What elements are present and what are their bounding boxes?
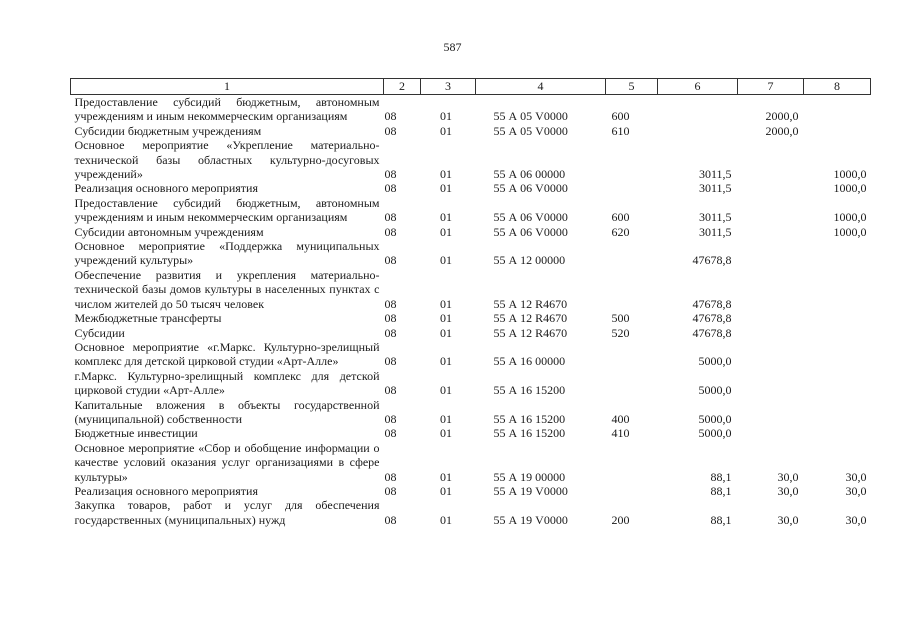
expense-type-cell: 600 bbox=[611, 109, 630, 124]
row-name-cell: Межбюджетные трансферты bbox=[74, 311, 222, 326]
expense-type-cell: 620 bbox=[611, 224, 630, 239]
expense-type-cell bbox=[606, 369, 658, 398]
section-code-cell: 08 bbox=[384, 296, 397, 311]
table-row bbox=[71, 369, 871, 398]
section-code-cell: 08 bbox=[384, 325, 397, 340]
table-row bbox=[71, 326, 871, 340]
amount-col7-cell bbox=[738, 196, 804, 225]
amount-col6-cell: 3011,5 bbox=[698, 181, 732, 196]
expense-type-cell: 200 bbox=[611, 512, 630, 527]
subsection-code-cell: 01 bbox=[440, 411, 452, 426]
section-code-cell: 08 bbox=[384, 426, 397, 441]
section-code-cell: 08 bbox=[384, 354, 397, 369]
section-code-cell: 08 bbox=[384, 210, 397, 225]
subsection-code-cell: 01 bbox=[440, 311, 452, 326]
amount-col7-cell bbox=[738, 268, 804, 311]
target-article-cell: 55 А 12 R4670 bbox=[493, 325, 568, 340]
amount-col6-cell: 88,1 bbox=[710, 483, 732, 498]
expense-type-cell: 520 bbox=[611, 325, 630, 340]
subsection-code-cell: 01 bbox=[440, 181, 452, 196]
row-name-cell: г.Маркс. Культурно-зрелищный комплекс для детской цирковой студии «Арт-Алле» bbox=[74, 368, 380, 398]
subsection-code-cell: 01 bbox=[440, 426, 452, 441]
column-header: 1 bbox=[71, 79, 384, 95]
section-code-cell: 08 bbox=[384, 469, 397, 484]
amount-col6-cell: 5000,0 bbox=[698, 411, 732, 426]
row-name-cell: Предоставление субсидий бюджетным, автономным учреждениям и иным некоммерческим организациям bbox=[74, 195, 380, 225]
section-code-cell: 08 bbox=[384, 109, 397, 124]
expense-type-cell: 610 bbox=[611, 123, 630, 138]
row-name-cell: Капитальные вложения в объекты государственной (муниципальной) собственности bbox=[74, 397, 380, 426]
expense-type-cell bbox=[606, 239, 658, 268]
subsection-code-cell: 01 bbox=[440, 253, 452, 268]
section-code-cell: 08 bbox=[384, 253, 397, 268]
expense-type-cell bbox=[606, 484, 658, 498]
subsection-code-cell: 01 bbox=[440, 383, 452, 398]
amount-col8-cell: 1000,0 bbox=[833, 224, 867, 239]
table-row bbox=[71, 138, 871, 181]
amount-col6-cell: 3011,5 bbox=[698, 224, 732, 239]
page-number: 587 bbox=[443, 40, 462, 54]
target-article-cell: 55 А 19 V0000 bbox=[493, 512, 568, 527]
table-row bbox=[71, 340, 871, 369]
amount-col8-cell bbox=[804, 369, 871, 398]
amount-col8-cell bbox=[804, 268, 871, 311]
amount-col8-cell bbox=[804, 340, 871, 369]
target-article-cell: 55 А 06 00000 bbox=[493, 167, 566, 182]
row-name-cell: Субсидии автономным учреждениям bbox=[74, 224, 264, 239]
amount-col6-cell: 47678,8 bbox=[692, 253, 732, 268]
header-row bbox=[71, 79, 871, 95]
target-article-cell: 55 А 16 15200 bbox=[493, 383, 566, 398]
amount-col8-cell: 1000,0 bbox=[833, 167, 867, 182]
amount-col8-cell: 30,0 bbox=[845, 483, 867, 498]
table-row bbox=[71, 268, 871, 311]
amount-col6-cell: 5000,0 bbox=[698, 383, 732, 398]
table-row bbox=[71, 225, 871, 239]
column-header: 4 bbox=[476, 79, 606, 95]
section-code-cell: 08 bbox=[384, 181, 397, 196]
amount-col6-cell: 47678,8 bbox=[692, 311, 732, 326]
target-article-cell: 55 А 05 V0000 bbox=[493, 123, 568, 138]
expense-type-cell: 410 bbox=[611, 426, 630, 441]
amount-col8-cell bbox=[804, 326, 871, 340]
expense-type-cell bbox=[606, 181, 658, 195]
amount-col7-cell bbox=[738, 225, 804, 239]
amount-col7-cell bbox=[738, 340, 804, 369]
amount-col8-cell: 1000,0 bbox=[833, 181, 867, 196]
row-name-cell: Реализация основного мероприятия bbox=[74, 181, 258, 196]
amount-col8-cell bbox=[804, 426, 871, 440]
subsection-code-cell: 01 bbox=[440, 167, 452, 182]
expense-type-cell: 500 bbox=[611, 311, 630, 326]
section-code-cell: 08 bbox=[384, 167, 397, 182]
row-name-cell: Основное мероприятие «г.Маркс. Культурно-зрелищный комплекс для детской цирковой студии «Арт-Алле» bbox=[74, 339, 380, 369]
amount-col7-cell: 2000,0 bbox=[765, 109, 799, 124]
table-row bbox=[71, 95, 871, 124]
table-row bbox=[71, 498, 871, 527]
amount-col6-cell: 3011,5 bbox=[698, 210, 732, 225]
expense-type-cell bbox=[606, 340, 658, 369]
amount-col7-cell: 30,0 bbox=[777, 512, 799, 527]
row-name-cell: Закупка товаров, работ и услуг для обеспечения государственных (муниципальных) нужд bbox=[74, 498, 380, 527]
row-name-cell: Основное мероприятие «Сбор и обобщение информации о качестве условий оказания услуг организациями в сфере культуры» bbox=[74, 440, 380, 484]
column-header: 8 bbox=[804, 79, 871, 95]
amount-col7-cell bbox=[738, 311, 804, 325]
amount-col7-cell bbox=[738, 239, 804, 268]
table-row bbox=[71, 398, 871, 427]
section-code-cell: 08 bbox=[384, 123, 397, 138]
column-header: 6 bbox=[658, 79, 738, 95]
amount-col7-cell bbox=[738, 326, 804, 340]
row-name-cell: Бюджетные инвестиции bbox=[74, 426, 198, 441]
target-article-cell: 55 А 06 V0000 bbox=[493, 210, 568, 225]
subsection-code-cell: 01 bbox=[440, 512, 452, 527]
amount-col7-cell: 30,0 bbox=[777, 483, 799, 498]
row-name-cell: Обеспечение развития и укрепления материально-технической базы домов культуры в населенных пунктах с числом жителей до 50 тысяч человек bbox=[74, 267, 380, 311]
expense-type-cell: 600 bbox=[611, 210, 630, 225]
table-row bbox=[71, 196, 871, 225]
subsection-code-cell: 01 bbox=[440, 354, 452, 369]
amount-col6-cell: 3011,5 bbox=[698, 167, 732, 182]
amount-col6-cell: 88,1 bbox=[710, 469, 732, 484]
row-name-cell: Основное мероприятие «Укрепление материально-технической базы областных культурно-досуговых учреждений» bbox=[74, 138, 380, 182]
amount-col7-cell: 2000,0 bbox=[765, 123, 799, 138]
amount-col8-cell: 1000,0 bbox=[833, 210, 867, 225]
amount-col8-cell bbox=[804, 398, 871, 427]
target-article-cell: 55 А 05 V0000 bbox=[493, 109, 568, 124]
target-article-cell: 55 А 12 R4670 bbox=[493, 296, 568, 311]
section-code-cell: 08 bbox=[384, 224, 397, 239]
target-article-cell: 55 А 06 V0000 bbox=[493, 181, 568, 196]
target-article-cell: 55 А 19 00000 bbox=[493, 469, 566, 484]
amount-col6-cell: 88,1 bbox=[710, 512, 732, 527]
column-header: 7 bbox=[738, 79, 804, 95]
subsection-code-cell: 01 bbox=[440, 483, 452, 498]
row-name-cell: Субсидии bbox=[74, 325, 125, 340]
section-code-cell: 08 bbox=[384, 512, 397, 527]
amount-col7-cell bbox=[738, 369, 804, 398]
target-article-cell: 55 А 16 15200 bbox=[493, 411, 566, 426]
table-row bbox=[71, 311, 871, 325]
amount-col8-cell bbox=[804, 124, 871, 138]
subsection-code-cell: 01 bbox=[440, 224, 452, 239]
table-row bbox=[71, 484, 871, 498]
expense-type-cell bbox=[606, 441, 658, 484]
row-name-cell: Субсидии бюджетным учреждениям bbox=[74, 123, 262, 138]
budget-table bbox=[70, 78, 871, 527]
subsection-code-cell: 01 bbox=[440, 123, 452, 138]
budget-table-container bbox=[70, 78, 870, 527]
amount-col8-cell: 30,0 bbox=[845, 469, 867, 484]
amount-col6-cell bbox=[658, 95, 738, 124]
subsection-code-cell: 01 bbox=[440, 109, 452, 124]
target-article-cell: 55 А 12 R4670 bbox=[493, 311, 568, 326]
table-row bbox=[71, 181, 871, 195]
expense-type-cell bbox=[606, 138, 658, 181]
column-header: 3 bbox=[421, 79, 476, 95]
subsection-code-cell: 01 bbox=[440, 210, 452, 225]
expense-type-cell: 400 bbox=[611, 411, 630, 426]
target-article-cell: 55 А 16 15200 bbox=[493, 426, 566, 441]
table-row bbox=[71, 239, 871, 268]
section-code-cell: 08 bbox=[384, 483, 397, 498]
table-row bbox=[71, 426, 871, 440]
target-article-cell: 55 А 19 V0000 bbox=[493, 483, 568, 498]
section-code-cell: 08 bbox=[384, 411, 397, 426]
section-code-cell: 08 bbox=[384, 383, 397, 398]
target-article-cell: 55 А 16 00000 bbox=[493, 354, 566, 369]
table-row bbox=[71, 124, 871, 138]
expense-type-cell bbox=[606, 268, 658, 311]
row-name-cell: Реализация основного мероприятия bbox=[74, 483, 258, 498]
amount-col7-cell bbox=[738, 426, 804, 440]
amount-col8-cell bbox=[804, 239, 871, 268]
amount-col6-cell: 5000,0 bbox=[698, 354, 732, 369]
row-name-cell: Предоставление субсидий бюджетным, автономным учреждениям и иным некоммерческим организациям bbox=[74, 95, 380, 124]
subsection-code-cell: 01 bbox=[440, 325, 452, 340]
subsection-code-cell: 01 bbox=[440, 469, 452, 484]
section-code-cell: 08 bbox=[384, 311, 397, 326]
amount-col8-cell: 30,0 bbox=[845, 512, 867, 527]
amount-col6-cell: 5000,0 bbox=[698, 426, 732, 441]
amount-col6-cell bbox=[658, 124, 738, 138]
column-header: 2 bbox=[384, 79, 421, 95]
subsection-code-cell: 01 bbox=[440, 296, 452, 311]
table-body bbox=[71, 95, 871, 528]
amount-col7-cell: 30,0 bbox=[777, 469, 799, 484]
target-article-cell: 55 А 06 V0000 bbox=[493, 224, 568, 239]
amount-col8-cell bbox=[804, 95, 871, 124]
amount-col6-cell: 47678,8 bbox=[692, 325, 732, 340]
amount-col7-cell bbox=[738, 181, 804, 195]
target-article-cell: 55 А 12 00000 bbox=[493, 253, 566, 268]
amount-col7-cell bbox=[738, 138, 804, 181]
amount-col8-cell bbox=[804, 311, 871, 325]
column-header: 5 bbox=[606, 79, 658, 95]
row-name-cell: Основное мероприятие «Поддержка муниципальных учреждений культуры» bbox=[74, 239, 380, 268]
amount-col6-cell: 47678,8 bbox=[692, 296, 732, 311]
table-row bbox=[71, 441, 871, 484]
amount-col7-cell bbox=[738, 398, 804, 427]
